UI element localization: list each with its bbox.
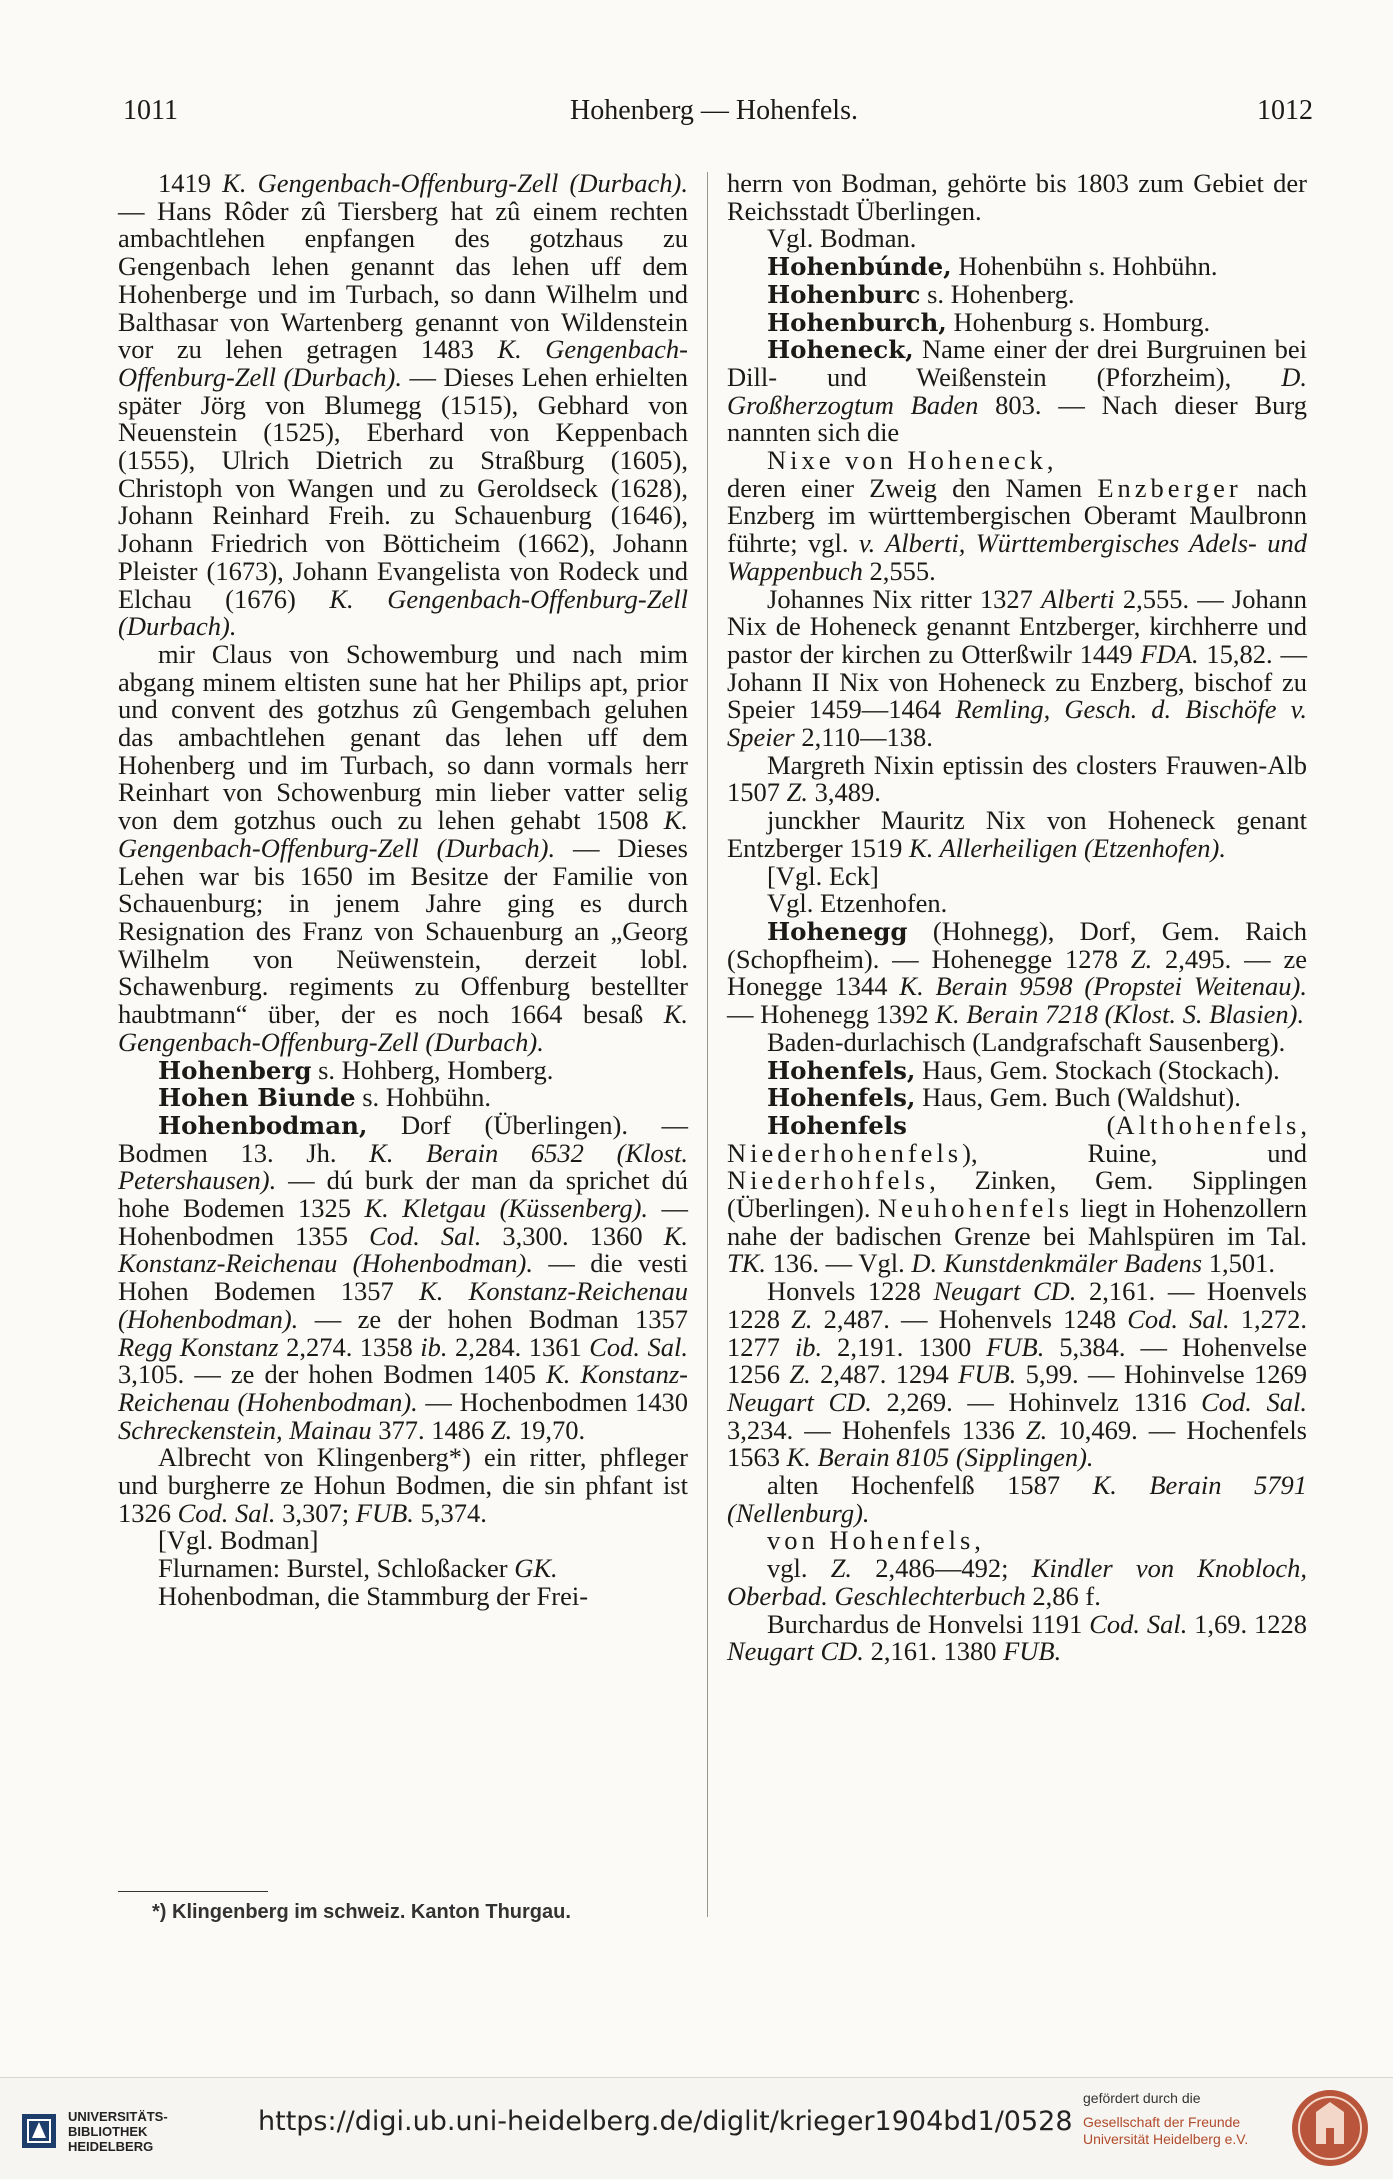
paragraph <box>118 638 688 1057</box>
entry-hohen-biunde <box>118 1084 688 1112</box>
spaced-name: Neuhohenfels <box>877 1193 1074 1224</box>
citation: Cod. Sal. <box>589 1331 688 1362</box>
text-run: (Hohnegg), Dorf, Gem. Raich (Schopfheim). — Hohenegge 1278 <box>727 915 1307 974</box>
citation: K. Allerheiligen (Etzenhofen). <box>909 832 1226 863</box>
citation: Cod. Sal. <box>1089 1608 1188 1639</box>
text-run: — Dieses Lehen erhielten später Jörg von Blumegg (1515), Gebhard von Neuenstein (1525), Eberhard von Keppenbach (1555), Ulrich Dietrich zu Straßburg (1605), Christoph von Wangen und zu Geroldseck (1628), Johann Reinhard Freih. zu Schauenburg (1646), Johann Friedrich von Bötticheim (1662), Johann Pleister (1673), Johann Evangelista von Rodeck und Elchau (1676) <box>118 361 688 614</box>
citation: ib. <box>794 1331 823 1362</box>
text-run: 2,161. — Hoenvels 1228 <box>727 1276 1307 1334</box>
text-run: Haus, Gem. Buch (Waldshut). <box>915 1082 1241 1113</box>
text-run: Hohenbodman, die Stammburg der Frei- <box>158 1580 589 1611</box>
text-run: Albrecht von Klingenberg*) ein ritter, phfleger und burgherre ze Hohun Bodmen, die sin phfant ist 1326 <box>118 1442 688 1528</box>
text-run: deren einer Zweig den Namen <box>727 472 1098 503</box>
text-run: Haus, Gem. Stockach (Stockach). <box>915 1054 1280 1085</box>
text-run: 2,284. 1361 <box>447 1331 590 1362</box>
paragraph <box>727 170 1307 225</box>
text-run: [Vgl. Bodman] <box>158 1525 319 1556</box>
citation: Schreckenstein, Mainau <box>118 1414 372 1445</box>
text-run: 2,161. 1380 <box>863 1636 1004 1667</box>
footnote: *) Klingenberg im schweiz. Kanton Thurgau. <box>152 1901 571 1923</box>
text-run: 5,99. — Hohinvelse 1269 <box>1016 1359 1308 1390</box>
text-run: junckher Mauritz Nix von Hoheneck genant Entzberger 1519 <box>727 805 1307 863</box>
citation: K. Konstanz-Reichenau (Hohenbodman). <box>118 1220 688 1279</box>
citation: FUB. <box>958 1359 1017 1390</box>
text-run: 3,300. 1360 <box>481 1220 664 1251</box>
citation: K. Konstanz-Reichenau (Hohenbodman). <box>118 1276 689 1334</box>
headword: Hohenfels, <box>767 1055 916 1085</box>
text-run: s. Hohbühn. <box>355 1082 492 1113</box>
citation: K. Gengenbach-Offenburg-Zell (Durbach). <box>118 805 688 863</box>
entry-hohenfels-ruine <box>727 1109 1307 1279</box>
entry-hohenbodman <box>118 1109 689 1445</box>
column-divider <box>707 172 708 1917</box>
text-run: 5,384. — Hohenvelse 1256 <box>727 1331 1308 1390</box>
paragraph <box>727 472 1308 586</box>
viewer-footer <box>0 2077 1393 2179</box>
text-run: 2,274. 1358 <box>278 1331 421 1362</box>
citation: v. Alberti, Württembergisches Adels- und Wappenbuch <box>727 528 1307 586</box>
text-run: 2,495. — ze Honegge 1344 <box>727 943 1307 1002</box>
text-run: 19,70. <box>512 1414 586 1445</box>
text-run: 1,501. <box>1202 1248 1275 1279</box>
headword: Hohenfels <box>767 1110 907 1140</box>
citation: FUB. <box>355 1497 414 1528</box>
headword: Hohenegg <box>767 916 908 946</box>
text-run: alten Hochenfelß 1587 <box>767 1470 1093 1501</box>
citation: K. Gengenbach-Offenburg-Zell (Durbach). <box>118 583 688 642</box>
paragraph <box>727 447 1307 475</box>
headword: Hohenbúnde, <box>767 252 952 282</box>
paragraph <box>727 583 1308 753</box>
text-run: herrn von Bodman, gehörte bis 1803 zum Gebiet der Reichsstadt Überlingen. <box>727 168 1307 226</box>
paragraph <box>118 1580 688 1611</box>
text-run: Baden-durlachisch (Landgrafschaft Sausenberg). <box>767 1026 1286 1057</box>
text-run: Vgl. Etzenhofen. <box>767 888 948 919</box>
text-run: Vgl. Bodman. <box>767 223 917 254</box>
paragraph <box>727 807 1307 862</box>
citation: Regg Konstanz <box>118 1331 279 1362</box>
text-run: 10,469. — Hochenfels 1563 <box>727 1414 1307 1473</box>
entry-hohenburc <box>727 278 1307 309</box>
citation: Neugart CD. <box>933 1276 1077 1307</box>
citation: K. Kletgau (Küssenberg). <box>364 1193 649 1224</box>
text-run: Honvels 1228 <box>767 1276 934 1307</box>
headword: Hoheneck, <box>767 335 914 365</box>
text-run: liegt in Hohenzollern nahe der badischen Grenze bei Mahlspüren im Tal. <box>727 1193 1307 1251</box>
spaced-name: Nixe von Hoheneck, <box>767 445 1058 476</box>
citation: Z. <box>1130 943 1153 974</box>
citation: Z. <box>789 1359 811 1390</box>
paragraph <box>727 1608 1307 1667</box>
paragraph <box>118 170 688 641</box>
text-run: nach Enzberg im württembergischen Oberamt Maulbronn führte; vgl. <box>727 472 1308 559</box>
text-run: Name einer der drei Burgruinen bei Dill- und Weißenstein (Pforzheim), <box>727 334 1307 392</box>
text-run: — die vesti Hohen Bodemen 1357 <box>118 1248 688 1307</box>
headword: Hohenburc <box>767 279 921 309</box>
spaced-name: Enzberger <box>1097 472 1242 503</box>
paragraph <box>727 1555 1307 1610</box>
citation: D. Großherzogtum Baden <box>727 361 1307 420</box>
citation: D. Kunstdenkmäler Badens <box>911 1248 1203 1279</box>
text-run: Hohenbühn s. Hohbühn. <box>951 251 1218 282</box>
text-run: 15,82. — Johann II Nix von Hoheneck zu Enzberg, bischof zu Speier 1459—1464 <box>727 638 1308 725</box>
headword: Hohenburch, <box>767 307 947 337</box>
text-run: 803. — Nach dieser Burg nannten sich die <box>727 389 1307 448</box>
text-run: 2,269. — Hohinvelz 1316 <box>871 1386 1202 1417</box>
citation: K. Berain 8105 (Sipplingen). <box>786 1442 1094 1473</box>
headword: Hohenberg <box>158 1055 312 1085</box>
right-column <box>727 170 1307 1666</box>
spaced-name: Niederhohfels <box>727 1165 930 1196</box>
page-number-left: 1011 <box>123 95 178 126</box>
citation: Z. <box>1025 1414 1048 1445</box>
paragraph <box>727 890 1307 918</box>
citation: K. Gengenbach-Offenburg-Zell (Durbach). <box>222 168 688 198</box>
text-run: 2,555. — Johann Nix de Hoheneck genannt Entzberger, kirchherre und pastor der kirchen zu Otterßwilr 1449 <box>727 583 1307 669</box>
text-run: Dorf (Überlingen). — Bodmen 13. Jh. <box>118 1109 688 1168</box>
paragraph <box>118 1555 688 1583</box>
text-run: Margreth Nixin eptissin des closters Frauwen-Alb 1507 <box>727 749 1307 808</box>
citation: Kindler von Knobloch, Oberbad. Geschlechterbuch <box>727 1553 1307 1611</box>
entry-hohenbunde <box>727 253 1307 281</box>
citation: K. Berain 5791 (Nellenburg). <box>727 1470 1307 1528</box>
citation: Remling, Gesch. d. Bischöfe v. Speier <box>727 694 1307 753</box>
entry-hohenfels-stockach <box>727 1054 1307 1085</box>
citation: Cod. Sal. <box>369 1220 482 1251</box>
paragraph <box>118 1444 688 1527</box>
citation: K. Gengenbach-Offenburg-Zell (Durbach). <box>118 999 688 1057</box>
paragraph <box>727 1527 1307 1555</box>
citation: Z. <box>830 1553 853 1584</box>
text-run: Johannes Nix ritter 1327 <box>767 583 1042 614</box>
citation: FUB. <box>986 1331 1045 1362</box>
text-run: 2,110—138. <box>794 722 933 753</box>
citation: GK. <box>514 1553 558 1584</box>
citation: Cod. Sal. <box>1127 1303 1230 1334</box>
footnote-rule <box>118 1891 268 1892</box>
text-run: ), Ruine, und <box>962 1137 1307 1168</box>
citation: TK. <box>727 1248 767 1279</box>
citation: Alberti <box>1041 583 1115 614</box>
citation: FUB. <box>1003 1636 1062 1667</box>
text-run: 1419 <box>158 168 223 198</box>
entry-hohenburch <box>727 306 1307 337</box>
text-run: 2,486—492; <box>852 1553 1032 1584</box>
citation: FDA. <box>1140 638 1199 669</box>
text-run: 1,272. 1277 <box>727 1303 1307 1362</box>
text-run: — Hohenbodmen 1355 <box>118 1193 689 1251</box>
text-run: 1,69. 1228 <box>1187 1608 1307 1639</box>
spaced-name: Niederhohenfels <box>727 1137 963 1168</box>
text-run: mir Claus von Schowemburg und nach mim abgang minem eltisten sune hat her Philips apt, prior und convent des gotzhus zû Gengembach geluhen das ambachtlehen genant das lehen uff dem Hohenberg und im Turbach, so dann vormals herr Reinhart von Schowenburg min lieber vatter selig von dem gotzhus ouch zu lehen gehabt 1508 <box>118 638 688 836</box>
entry-hohenfels-buch <box>727 1084 1307 1112</box>
entry-hoheneck <box>727 336 1307 447</box>
text-run: , Zinken, Gem. Sipplingen (Überlingen). <box>727 1165 1307 1224</box>
text-run: vgl. <box>767 1553 831 1584</box>
text-run: 5,374. <box>413 1497 487 1528</box>
text-run: 2,487. 1294 <box>810 1359 959 1390</box>
citation: Neugart CD. <box>727 1386 872 1417</box>
left-column <box>118 170 688 1611</box>
headword: Hohenbodman, <box>158 1110 368 1140</box>
text-run: — dú burk der man da sprichet dú hohe Bodemen 1325 <box>118 1165 688 1224</box>
text-run: , <box>1300 1109 1307 1140</box>
citation: K. Gengenbach-Offenburg-Zell (Durbach). <box>118 334 688 392</box>
citation: Cod. Sal. <box>1201 1386 1308 1417</box>
spaced-name: Althohenfels <box>1115 1109 1301 1140</box>
citation: K. Konstanz-Reichenau (Hohenbodman). <box>118 1359 688 1417</box>
sponsor-name: Gesellschaft der Freunde Universität Heidelberg e.V. <box>1083 2114 1249 2147</box>
spaced-name: von Hohenfels, <box>767 1525 985 1556</box>
text-run: 2,555. <box>862 555 936 586</box>
text-run: 2,191. 1300 <box>822 1331 987 1362</box>
library-name: UNIVERSITÄTS- BIBLIOTHEK HEIDELBERG <box>68 2109 168 2154</box>
text-run: s. Hohberg, Homberg. <box>311 1054 554 1085</box>
sponsor-credit <box>1083 2090 1248 2148</box>
text-run: 377. 1486 <box>371 1414 491 1445</box>
citation: K. Berain 9598 (Propstei Weitenau). <box>899 971 1307 1002</box>
paragraph <box>727 860 1307 891</box>
text-run: 136. — Vgl. <box>766 1248 912 1279</box>
text-run: s. Hohenberg. <box>920 278 1075 309</box>
entry-hohenegg <box>727 915 1307 1030</box>
headword: Hohenfels, <box>767 1083 916 1113</box>
sponsor-intro: gefördert durch die <box>1083 2090 1201 2106</box>
text-run: — Hans Rôder zû Tiersberg hat zû einem rechten ambachtlehen enpfangen des gotzhaus zu Gengenbach lehen genannt das lehen uff dem Hohenberge und im Turbach, so dann Wilhelm und Balthasar von Wartenberg genannt von Wildenstein vor zu lehen getragen 1483 <box>118 195 688 365</box>
running-header <box>115 95 1313 135</box>
text-run: — Dieses Lehen war bis 1650 im Besitze der Familie von Schauenburg; in jenem Jahre ging es durch Resignation des Franz von Schauenburg an „Georg Wilhelm von Neüwenstein, derzeit lobl. Schawenburg. regiments zu Offenburg bestellter haubtmann“ über, der es noch 1664 besaß <box>118 832 688 1030</box>
citation: Cod. Sal. <box>177 1497 276 1528</box>
citation: Z. <box>791 1303 813 1334</box>
text-run: 3,234. — Hohenfels 1336 <box>727 1414 1026 1445</box>
citation: ib. <box>420 1331 448 1362</box>
text-run: 2,86 f. <box>1025 1580 1101 1611</box>
citation: Neugart CD. <box>727 1636 864 1667</box>
running-title: Hohenberg — Hohenfels. <box>570 95 858 126</box>
citation: Z. <box>490 1414 513 1445</box>
permalink-url[interactable]: https://digi.ub.uni-heidelberg.de/diglit/krieger1904bd1/0528 <box>258 2106 1073 2137</box>
paragraph <box>727 749 1307 808</box>
text-run: — Hohenegg 1392 <box>727 999 936 1030</box>
university-seal-icon <box>1290 2088 1370 2168</box>
text-run: 2,487. — Hohenvels 1248 <box>812 1303 1128 1334</box>
text-run: — Hochenbodmen 1430 <box>417 1386 688 1417</box>
headword: Hohen Biunde <box>158 1083 356 1113</box>
library-emblem-icon <box>20 2112 58 2150</box>
paragraph <box>727 1278 1307 1472</box>
text-run: Hohenburg s. Homburg. <box>946 306 1211 337</box>
text-run: ( <box>906 1109 1116 1140</box>
page-number-right: 1012 <box>1257 95 1313 126</box>
citation: Z. <box>786 777 808 808</box>
paragraph <box>727 225 1307 253</box>
paragraph <box>727 1026 1307 1057</box>
text-run: Flurnamen: Burstel, Schloßacker <box>158 1553 515 1584</box>
citation: K. Berain 6532 (Klost. Petershausen). <box>118 1137 688 1196</box>
text-run: 3,105. — ze der hohen Bodmen 1405 <box>118 1359 547 1390</box>
paragraph <box>118 1527 688 1555</box>
citation: K. Berain 7218 (Klost. S. Blasien). <box>935 999 1305 1030</box>
entry-hohenberg <box>118 1054 688 1085</box>
text-run: — ze der hohen Bodman 1357 <box>298 1303 688 1334</box>
text-run: Burchardus de Honvelsi 1191 <box>767 1608 1090 1639</box>
text-run: 3,489. <box>808 777 881 808</box>
text-run: 3,307; <box>275 1497 356 1528</box>
text-run: [Vgl. Eck] <box>767 860 879 891</box>
paragraph <box>727 1472 1307 1527</box>
